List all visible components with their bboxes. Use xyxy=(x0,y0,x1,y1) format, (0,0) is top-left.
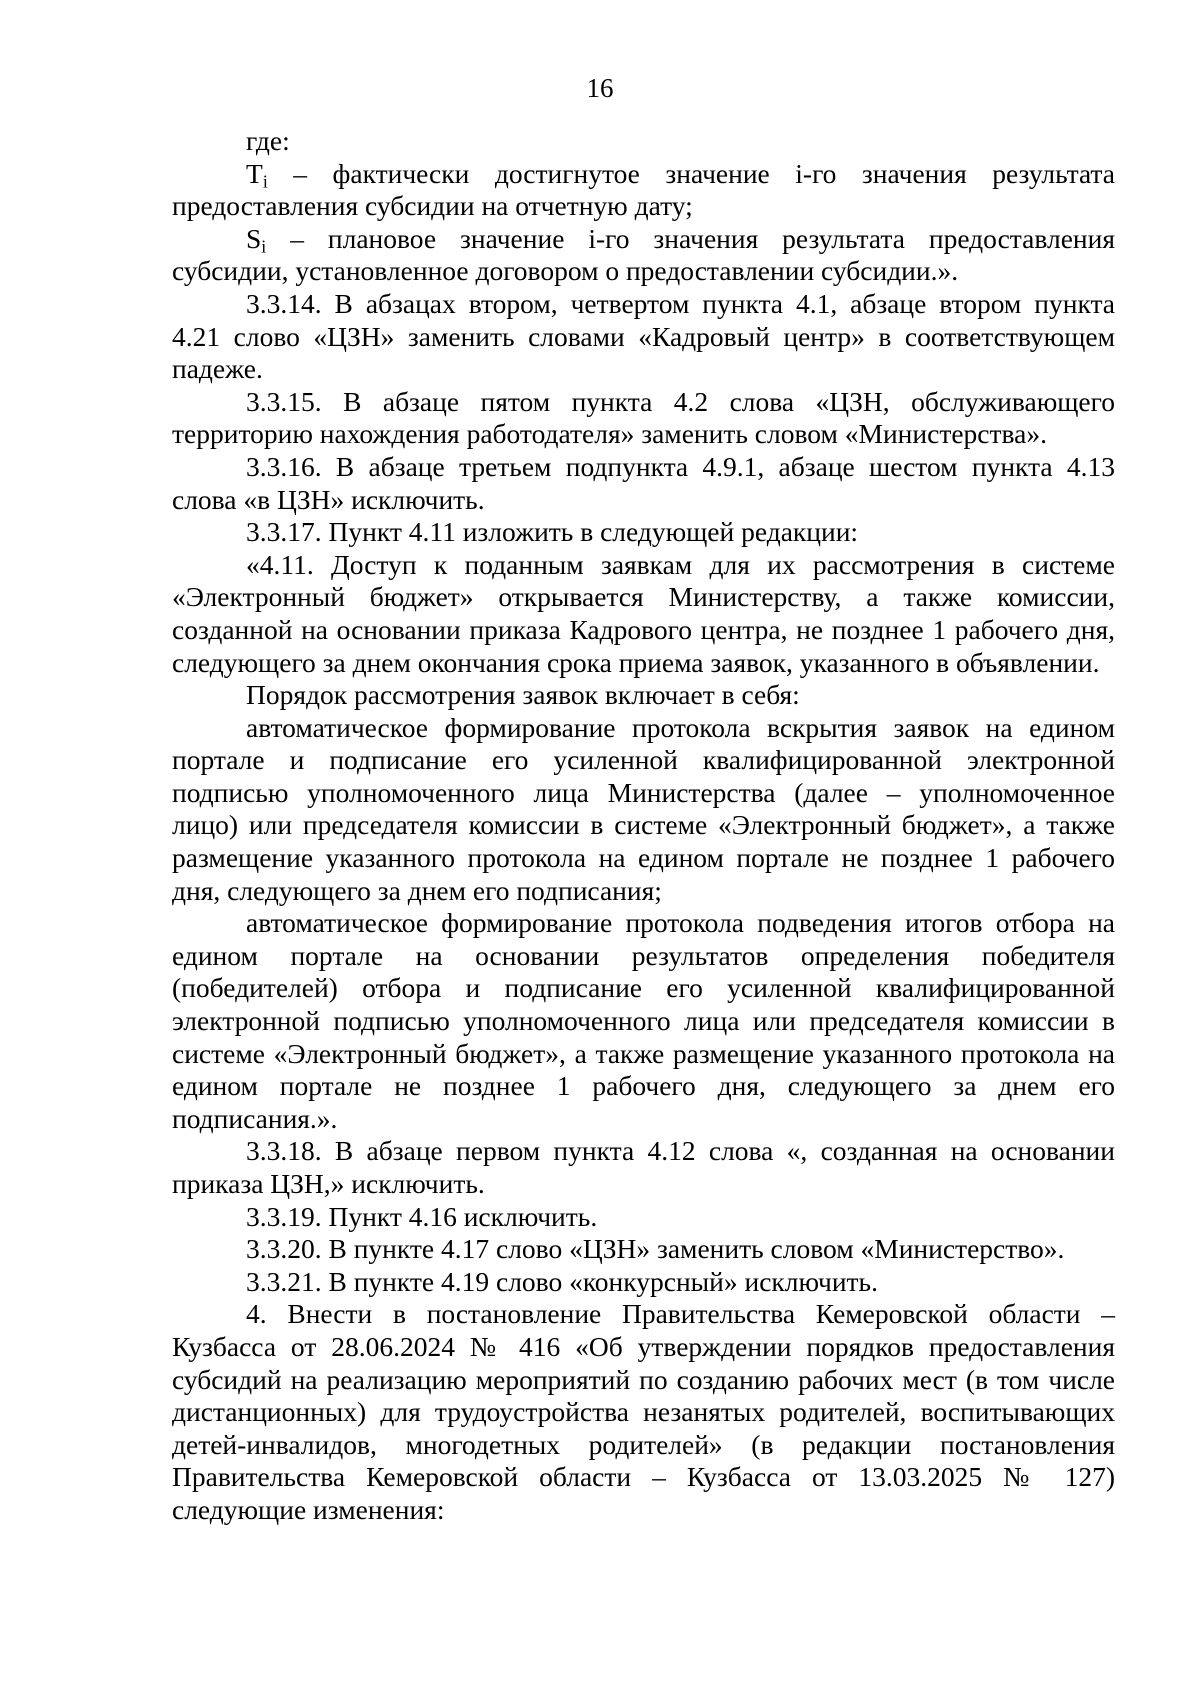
paragraph-3-3-17: 3.3.17. Пункт 4.11 изложить в следующей редакции: xyxy=(246,516,859,548)
paragraph-3-3-21: 3.3.21. В пункте 4.19 слово «конкурсный» исключить. xyxy=(246,1265,878,1297)
paragraph-ti-definition xyxy=(172,158,1115,223)
paragraph-3-3-18: 3.3.18. В абзаце первом пункта 4.12 слова «, созданная на основании приказа ЦЗН,» исключить. xyxy=(172,1135,1115,1199)
paragraph-opening-protocol: автоматическое формирование протокола вскрытия заявок на едином портале и подписание его усиленной квалифицированной электронной подписью уполномоченного лица Министерства (далее – уполномоченное лицо) или председателя комиссии в системе «Электронный бюджет», а также размещение указанного протокола на едином портале не позднее 1 рабочего дня, следующего за днем его подписания; xyxy=(172,711,1115,906)
symbol-t: T xyxy=(246,157,263,189)
subscript-i: i xyxy=(261,236,267,257)
paragraph-review-procedure: Порядок рассмотрения заявок включает в себя: xyxy=(246,679,800,711)
paragraph-3-3-15: 3.3.15. В абзаце пятом пункта 4.2 слова «ЦЗН, обслуживающего территорию нахождения работодателя» заменить словом «Министерства». xyxy=(172,385,1115,450)
document-body xyxy=(172,125,1115,1527)
paragraph-3-3-19: 3.3.19. Пункт 4.16 исключить. xyxy=(246,1200,598,1232)
paragraph-where: где: xyxy=(246,125,290,156)
paragraph-3-3-14: 3.3.14. В абзацах втором, четвертом пункта 4.1, абзаце втором пункта 4.21 слово «ЦЗН» заменить словами «Кадровый центр» в соответствующем падеже. xyxy=(172,287,1115,385)
paragraph-3-3-16: 3.3.16. В абзаце третьем подпункта 4.9.1, абзаце шестом пункта 4.13 слова «в ЦЗН» исключить. xyxy=(172,450,1115,515)
paragraph-4-11: «4.11. Доступ к поданным заявкам для их рассмотрения в системе «Электронный бюджет» открывается Министерству, а также комиссии, созданной на основании приказа Кадрового центра, не позднее 1 рабочего дня, следующего за днем окончания срока приема заявок, указанного в объявлении. xyxy=(172,548,1115,678)
paragraph-si-definition xyxy=(172,223,1115,288)
paragraph-4-amendment: 4. Внести в постановление Правительства Кемеровской области – Кузбасса от 28.06.2024 № 416 «Об утверждении порядков предоставления субсидий на реализацию мероприятий по созданию рабочих мест (в том числе дистанционных) для трудоустройства незанятых родителей, воспитывающих детей-инвалидов, многодетных родителей» (в редакции постановления Правительства Кемеровской области – Кузбасса от 13.03.2025 № 127) следующие изменения: xyxy=(172,1298,1115,1525)
paragraph-3-3-20: 3.3.20. В пункте 4.17 слово «ЦЗН» заменить словом «Министерство». xyxy=(246,1233,1065,1265)
paragraph-results-protocol: автоматическое формирование протокола подведения итогов отбора на едином портале на основании результатов определения победителя (победителей) отбора и подписание его усиленной квалифицированной электронной подписью уполномоченного лица или председателя комиссии в системе «Электронный бюджет», а также размещение указанного протокола на едином портале не позднее 1 рабочего дня, следующего за днем его подписания.». xyxy=(172,907,1115,1134)
si-definition-text: – плановое значение i-го значения результата предоставления субсидии, установленное договором о предоставлении субсидии.». xyxy=(172,222,1115,287)
subscript-i: i xyxy=(262,171,268,192)
page-number: 16 xyxy=(586,73,614,103)
symbol-s: S xyxy=(246,222,262,254)
ti-definition-text: – фактически достигнутое значение i-го значения результата предоставления субсидии на отчетную дату; xyxy=(172,157,1115,222)
